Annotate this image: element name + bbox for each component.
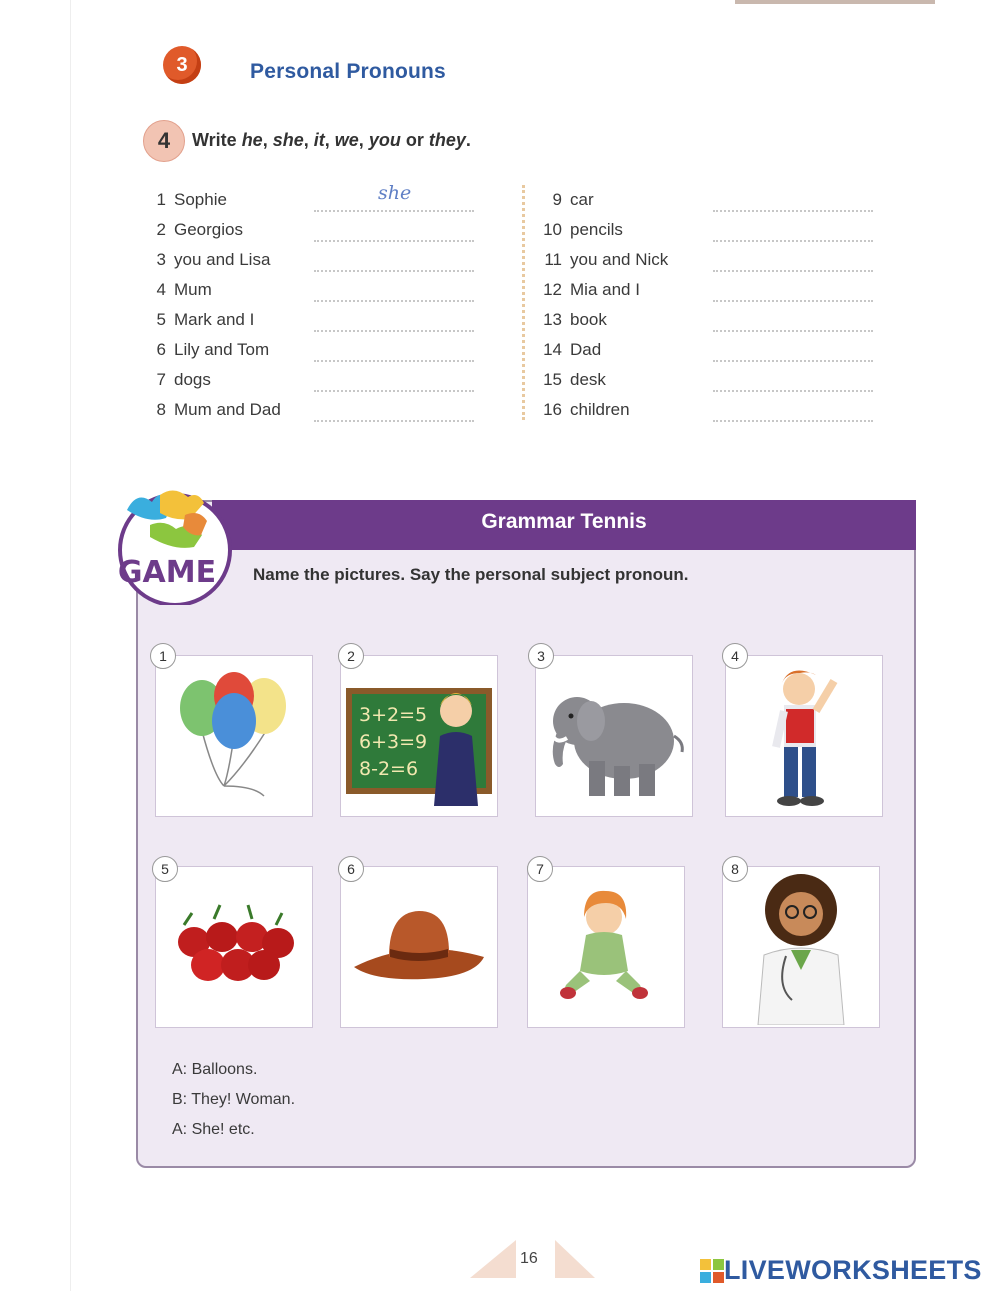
elephant-icon (539, 666, 689, 806)
page-number: 16 (520, 1250, 538, 1267)
dialog-line: A: She! etc. (172, 1121, 255, 1138)
hat-icon (344, 887, 494, 1007)
exercise-list-right (528, 185, 710, 425)
exercise-item: 14 Dad (528, 335, 710, 365)
answer-field[interactable] (314, 248, 474, 272)
exercise-list-left (140, 182, 474, 425)
example-dialog (172, 1055, 295, 1145)
answer-field[interactable] (314, 398, 474, 422)
answer-field[interactable] (314, 182, 474, 212)
picture-card (725, 655, 883, 817)
exercise-item: 15 desk (528, 365, 710, 395)
liveworksheets-brand: LIVEWORKSHEETS (724, 1255, 982, 1285)
answer-field[interactable] (314, 278, 474, 302)
exercise-item: 3 you and Lisa (140, 245, 474, 275)
dialog-line: A: Balloons. (172, 1061, 258, 1078)
card-number: 6 (338, 856, 364, 882)
answer-field[interactable] (713, 338, 873, 362)
picture-card (155, 866, 313, 1028)
answer-field[interactable] (314, 338, 474, 362)
game-logo-icon (105, 470, 240, 605)
exercise-item: 13 book (528, 305, 710, 335)
answer-field[interactable] (713, 368, 873, 392)
exercise-item: 12 Mia and I (528, 275, 710, 305)
exercise-item: 2 Georgios (140, 215, 474, 245)
answer-field[interactable] (713, 278, 873, 302)
page-tab-right (555, 1240, 595, 1278)
exercise-item: 8 Mum and Dad (140, 395, 474, 425)
exercise-item: 1 Sophie she (140, 185, 474, 215)
balloons-icon (164, 666, 304, 806)
answer-field[interactable] (314, 218, 474, 242)
girl-icon (546, 887, 666, 1007)
unit-title: Personal Pronouns (250, 60, 446, 83)
answer-field[interactable] (314, 368, 474, 392)
card-number: 2 (338, 643, 364, 669)
page-tab-left (470, 1240, 516, 1278)
picture-card (155, 655, 313, 817)
game-logo-text: GAME (117, 555, 217, 590)
picture-card (340, 866, 498, 1028)
board-line: 8-2=6 (359, 758, 419, 780)
liveworksheets-grid-icon (700, 1259, 724, 1283)
answer-field[interactable] (713, 398, 873, 422)
teacher-icon (344, 666, 494, 806)
exercise-item: 9 car (528, 185, 710, 215)
card-number: 5 (152, 856, 178, 882)
board-line: 6+3=9 (359, 731, 428, 753)
card-number: 8 (722, 856, 748, 882)
game-title: Grammar Tennis (481, 510, 647, 533)
exercise-item: 7 dogs (140, 365, 474, 395)
unit-number-badge: 3 (163, 46, 201, 84)
dialog-line: B: They! Woman. (172, 1091, 296, 1108)
apples-icon (164, 887, 304, 1007)
top-decoration-line (735, 0, 935, 4)
picture-card (527, 866, 685, 1028)
exercise-item: 4 Mum (140, 275, 474, 305)
picture-card (340, 655, 498, 817)
exercise-item: 16 children (528, 395, 710, 425)
answer-field[interactable] (713, 188, 873, 212)
answer-field[interactable] (314, 308, 474, 332)
game-instruction: Name the pictures. Say the personal subject pronoun. (253, 565, 689, 584)
card-number: 7 (527, 856, 553, 882)
doctor-woman-icon (736, 870, 866, 1025)
card-number: 1 (150, 643, 176, 669)
page-margin-line (70, 0, 71, 1291)
exercise-instruction: Write he, she, it, we, you or they. (192, 130, 471, 150)
answer-field[interactable] (713, 218, 873, 242)
boy-icon (744, 661, 864, 811)
picture-card (535, 655, 693, 817)
exercise-item: 10 pencils (528, 215, 710, 245)
answer-field[interactable] (713, 308, 873, 332)
exercise-item: 6 Lily and Tom (140, 335, 474, 365)
exercise-number-badge: 4 (143, 120, 185, 162)
column-divider (522, 185, 525, 420)
board-line: 3+2=5 (359, 704, 428, 726)
liveworksheets-logo (700, 1255, 982, 1286)
exercise-item: 11 you and Nick (528, 245, 710, 275)
exercise-item: 5 Mark and I (140, 305, 474, 335)
handwritten-answer: she (378, 182, 412, 204)
picture-card (722, 866, 880, 1028)
card-number: 3 (528, 643, 554, 669)
answer-field[interactable] (713, 248, 873, 272)
card-number: 4 (722, 643, 748, 669)
